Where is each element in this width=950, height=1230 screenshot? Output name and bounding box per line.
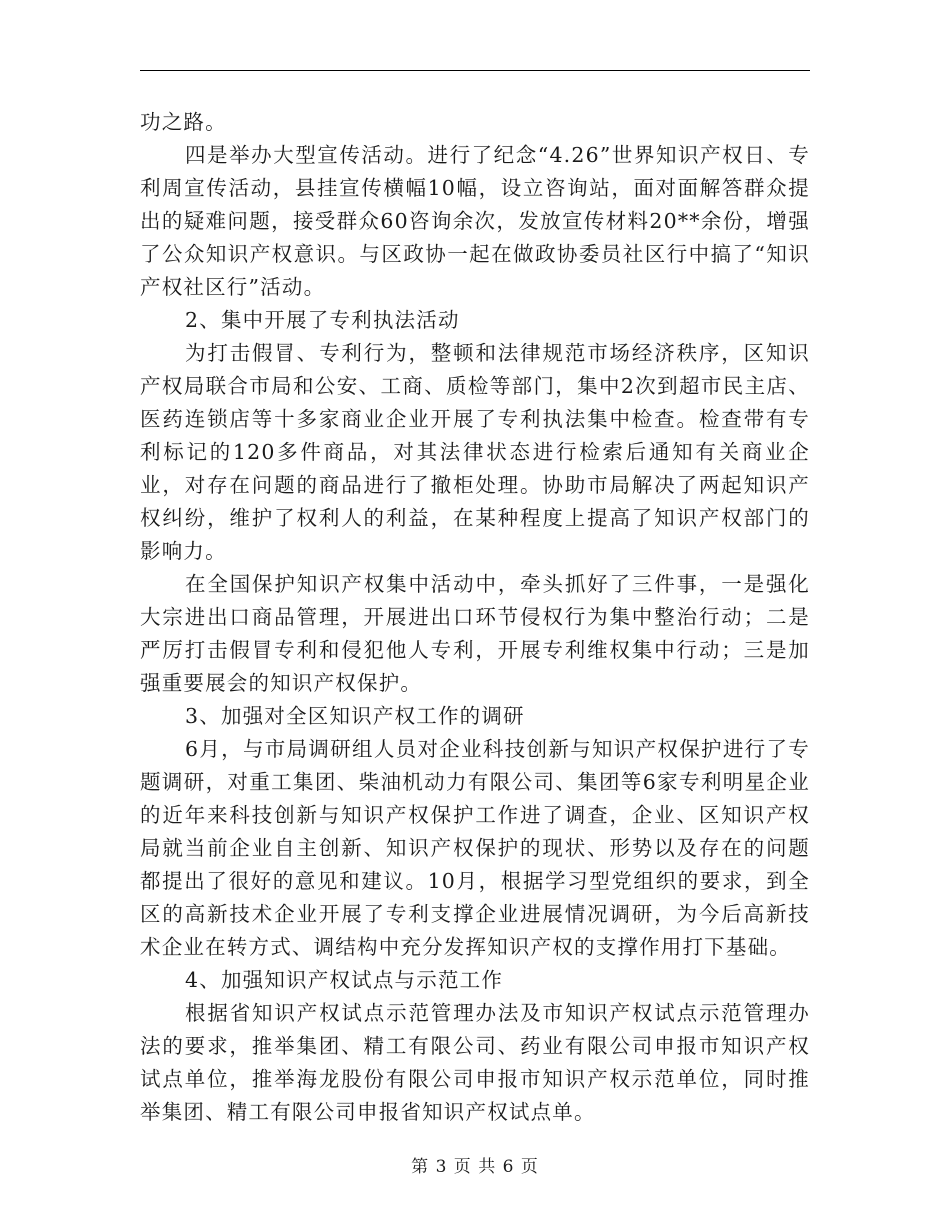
- paragraph: 2、集中开展了专利执法活动: [185, 308, 460, 332]
- page-footer: 第 3 页 共 6 页: [411, 1157, 539, 1177]
- header-rule: [140, 70, 810, 71]
- paragraph: 4、加强知识产权试点与示范工作: [185, 968, 504, 992]
- paragraph: 四是举办大型宣传活动。进行了纪念“4.26”世界知识产权日、专利周宣传活动，县挂宣传横幅10幅，设立咨询站，面对面解答群众提出的疑难问题，接受群众60咨询余次，发放宣传材料20**余份，增强了公众知识产权意识。与区政协一起在做政协委员社区行中搞了“知识产权社区行”活动。: [140, 143, 810, 299]
- paragraph: 根据省知识产权试点示范管理办法及市知识产权试点示范管理办法的要求，推举集团、精工有限公司、药业有限公司申报市知识产权试点单位，推举海龙股份有限公司申报市知识产权示范单位，同时推举集团、精工有限公司申报省知识产权试点单。: [140, 1001, 810, 1124]
- paragraph: 在全国保护知识产权集中活动中，牵头抓好了三件事，一是强化大宗进出口商品管理，开展进出口环节侵权行为集中整治行动；二是严厉打击假冒专利和侵犯他人专利，开展专利维权集中行动；三是加强重要展会的知识产权保护。: [140, 572, 810, 695]
- paragraph: 功之路。: [140, 110, 227, 134]
- paragraph: 为打击假冒、专利行为，整顿和法律规范市场经济秩序，区知识产权局联合市局和公安、工商、质检等部门，集中2次到超市民主店、医药连锁店等十多家商业企业开展了专利执法集中检查。检查带有专利标记的120多件商品，对其法律状态进行检索后通知有关商业企业，对存在问题的商品进行了撤柜处理。协助市局解决了两起知识产权纠纷，维护了权利人的利益，在某种程度上提高了知识产权部门的影响力。: [140, 341, 810, 563]
- paragraph: 3、加强对全区知识产权工作的调研: [185, 704, 525, 728]
- paragraph: 6月，与市局调研组人员对企业科技创新与知识产权保护进行了专题调研，对重工集团、柴油机动力有限公司、集团等6家专利明星企业的近年来科技创新与知识产权保护工作进了调查，企业、区知识产权局就当前企业自主创新、知识产权保护的现状、形势以及存在的问题都提出了很好的意见和建议。10月，根据学习型党组织的要求，到全区的高新技术企业开展了专利支撑企业进展情况调研，为今后高新技术企业在转方式、调结构中充分发挥知识产权的支撑作用打下基础。: [140, 737, 810, 959]
- document-body: [140, 106, 810, 1129]
